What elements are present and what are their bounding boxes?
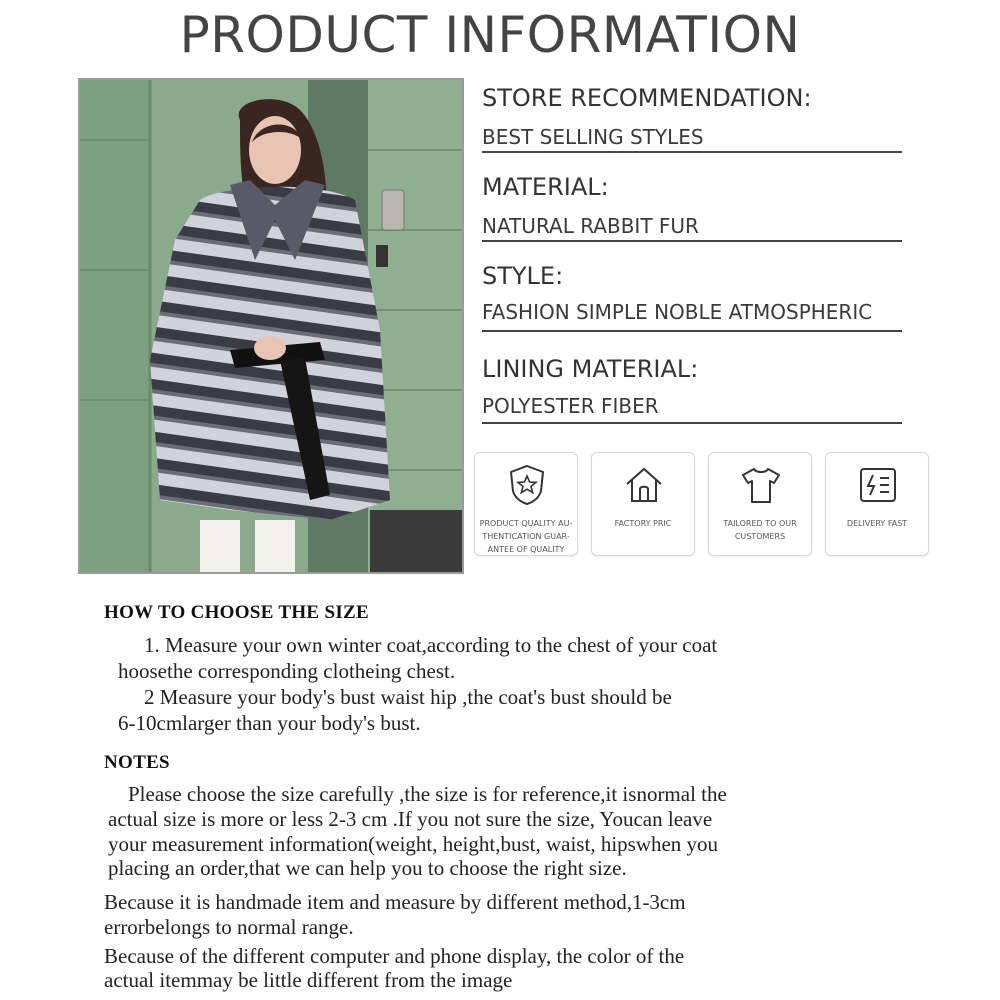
tshirt-icon bbox=[739, 463, 783, 507]
notes-line: errorbelongs to normal range. bbox=[104, 915, 354, 939]
notes-line: your measurement information(weight, height,bust, waist, hipswhen you bbox=[108, 832, 719, 856]
divider bbox=[482, 330, 902, 332]
size-guide-line: hoosethe corresponding clotheing chest. bbox=[118, 659, 456, 683]
notes-line: Because it is handmade item and measure by different method,1-3cm bbox=[104, 890, 686, 914]
shield-star-icon bbox=[505, 463, 549, 507]
delivery-icon bbox=[856, 463, 900, 507]
divider bbox=[482, 151, 902, 153]
size-guide-heading: HOW TO CHOOSE THE SIZE bbox=[104, 602, 369, 623]
notes-line: actual size is more or less 2-3 cm .If you not sure the size, Youcan leave bbox=[108, 807, 713, 831]
divider bbox=[482, 240, 902, 242]
house-icon bbox=[622, 463, 666, 507]
feature-tile-factory-price bbox=[591, 452, 695, 556]
feature-tile-tailored bbox=[708, 452, 812, 556]
spec-value-store-recommendation: BEST SELLING STYLES bbox=[482, 125, 704, 149]
notes-line: placing an order,that we can help you to choose the right size. bbox=[108, 856, 627, 880]
feature-caption: FACTORY PRIC bbox=[614, 519, 672, 528]
feature-tile-quality bbox=[474, 452, 578, 556]
notes-line: Please choose the size carefully ,the size is for reference,it isnormal the bbox=[128, 782, 727, 806]
size-guide-line: 2 Measure your body's bust waist hip ,the coat's bust should be bbox=[144, 685, 672, 709]
feature-caption: CUSTOMERS bbox=[734, 532, 786, 541]
feature-caption: DELIVERY FAST bbox=[846, 519, 908, 528]
feature-tile-delivery bbox=[825, 452, 929, 556]
spec-label-store-recommendation: STORE RECOMMENDATION: bbox=[482, 84, 812, 112]
spec-value-style: FASHION SIMPLE NOBLE ATMOSPHERIC bbox=[482, 300, 873, 324]
size-guide-line: 1. Measure your own winter coat,according to the chest of your coat bbox=[144, 633, 718, 657]
spec-label-material: MATERIAL: bbox=[482, 173, 609, 201]
feature-caption: THENTICATION GUAR- bbox=[482, 532, 570, 541]
notes-line: Because of the different computer and phone display, the color of the bbox=[104, 944, 685, 968]
spec-label-lining: LINING MATERIAL: bbox=[482, 355, 699, 383]
page-title: PRODUCT INFORMATION bbox=[179, 6, 801, 64]
feature-caption: TAILORED TO OUR bbox=[723, 519, 797, 528]
notes-heading: NOTES bbox=[104, 752, 170, 773]
size-guide-line: 6-10cmlarger than your body's bust. bbox=[118, 711, 421, 735]
notes-line: actual itemmay be little different from the image bbox=[104, 968, 513, 992]
spec-value-lining: POLYESTER FIBER bbox=[482, 394, 659, 418]
feature-caption: PRODUCT QUALITY AU- bbox=[479, 519, 573, 528]
feature-caption: ANTEE OF QUALITY bbox=[487, 545, 565, 554]
spec-label-style: STYLE: bbox=[482, 262, 564, 290]
divider bbox=[482, 422, 902, 424]
product-photo bbox=[78, 78, 464, 574]
spec-value-material: NATURAL RABBIT FUR bbox=[482, 214, 699, 238]
